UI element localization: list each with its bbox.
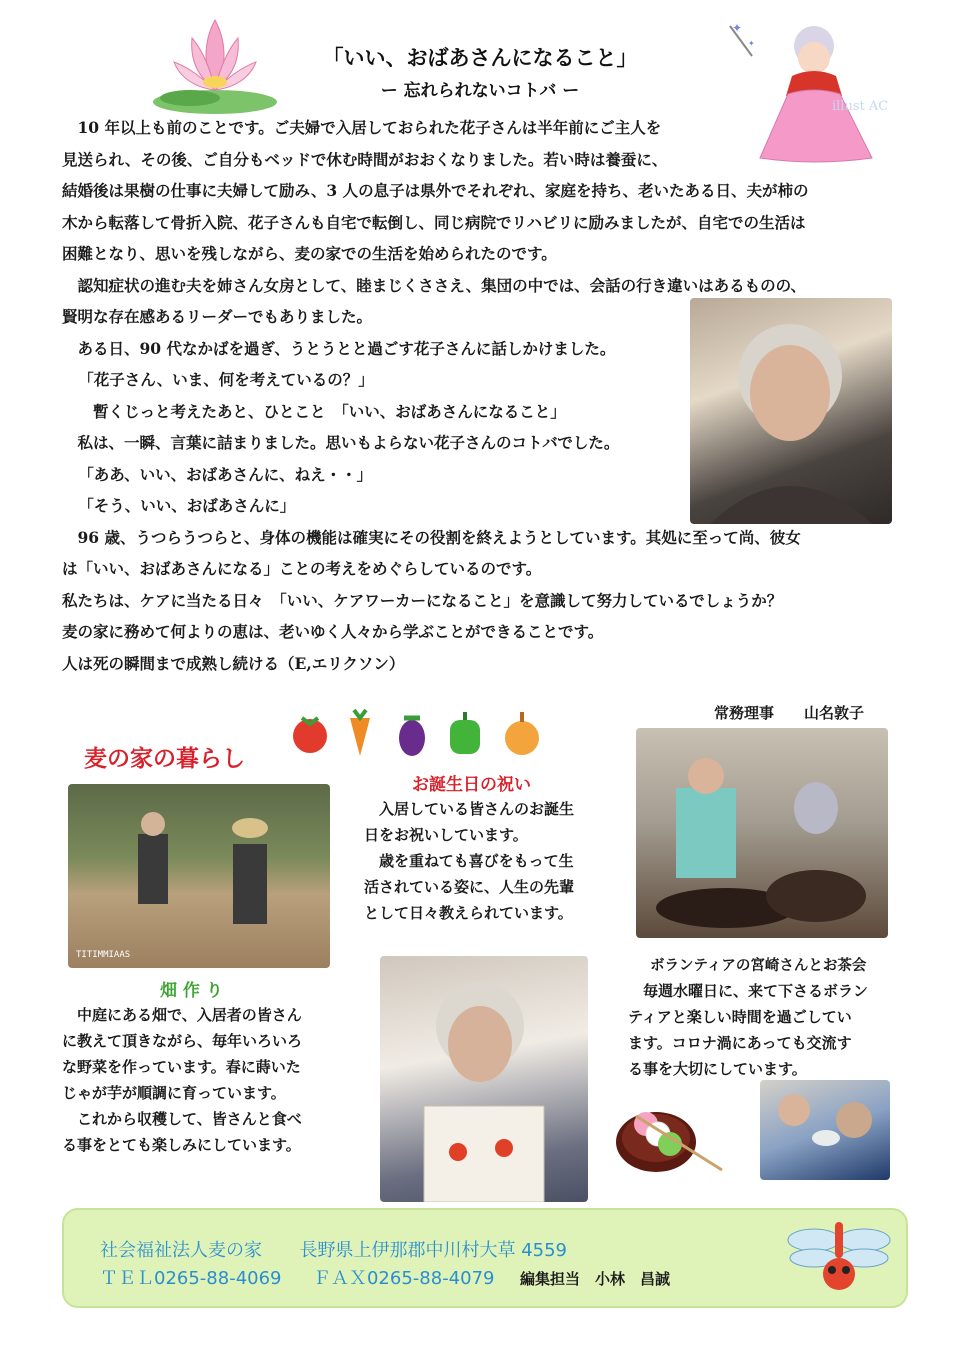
field-line: 中庭にある畑で、入居者の皆さん	[77, 1006, 302, 1024]
onion-icon	[505, 712, 539, 755]
footer-tel: ＴＥＬ0265-88-4069	[100, 1268, 282, 1289]
page-title: 「いい、おばあさんになること」	[322, 46, 638, 70]
author-credit: 常務理事 山名敦子	[714, 704, 865, 722]
vegetable-icons	[290, 708, 560, 758]
essay-line: 私は、一瞬、言葉に詰まりました。思いもよらない花子さんのコトバでした。	[77, 433, 620, 452]
tea-party-photo	[636, 728, 888, 938]
essay-line: 困難となり、思いを残しながら、麦の家での生活を始められたのです。	[62, 244, 557, 263]
tea-line: ティアと楽しい時間を過ごしてい	[628, 1008, 852, 1026]
footer-contact-line	[100, 1264, 670, 1290]
field-photo	[68, 784, 330, 968]
tea-heading: ボランティアの宮崎さんとお茶会	[650, 958, 867, 974]
svg-text:✦: ✦	[748, 39, 755, 48]
field-line: これから収穫して、皆さんと食べ	[77, 1110, 302, 1128]
svg-text:✦: ✦	[732, 21, 743, 35]
photo-timestamp: TITIMMIAAS	[76, 950, 131, 960]
birthday-line: 日をお祝いしています。	[364, 826, 528, 844]
birthday-text	[364, 796, 614, 926]
essay-line: 認知症状の進む夫を姉さん女房として、睦まじくささえ、集団の中では、会話の行き違いはあるものの、	[77, 275, 807, 295]
footer-org-line	[100, 1236, 567, 1262]
essay-line: 見送られ、その後、ご自分もベッドで休む時間がおおくなりました。若い時は養蚕に、	[62, 149, 668, 169]
essay-line: 10 年以上も前のことです。ご夫婦で入居しておられた花子さんは半年前にご主人を	[77, 118, 662, 137]
essay-line: 木から転落して骨折入院、花子さんも自宅で転倒し、同じ病院でリハビリに励みましたが、自宅での生活は	[62, 212, 806, 232]
footer-editor: 編集担当 小林 昌誠	[519, 1270, 670, 1288]
essay-line: 暫くじっと考えたあと、ひとこと 「いい、おばあさんになること」	[93, 401, 566, 421]
tea-line: 毎週水曜日に、来て下さるボラン	[643, 982, 869, 1000]
pepper-icon	[450, 712, 480, 754]
carrot-icon	[350, 710, 370, 756]
essay-line: は「いい、おばあさんになる」ことの考えをめぐらしているのです。	[62, 559, 542, 578]
footer-panel	[62, 1208, 908, 1308]
essay-line: 結婚後は果樹の仕事に夫婦して励み、3 人の息子は県外でそれぞれ、家庭を持ち、老いたある日、夫が柿の	[62, 181, 809, 200]
essay-line: 96 歳、うつらうつらと、身体の機能は確実にその役割を終えようとしています。其処に至って尚、彼女	[77, 527, 801, 547]
birthday-line: 活されている姿に、人生の先輩	[364, 878, 575, 896]
watermark: illust AC	[832, 99, 889, 114]
essay-line: 賢明な存在感あるリーダーでもありました。	[62, 307, 373, 326]
essay-line: 私たちは、ケアに当たる日々 「いい、ケアワーカーになること」を意識して努力しているでしょうか？	[62, 590, 783, 610]
drinking-photo	[760, 1080, 890, 1180]
essay-line: 麦の家に務めて何よりの恵は、老いゆく人々から学ぶことができることです。	[62, 622, 604, 641]
life-section-heading: 麦の家の暮らし	[84, 746, 245, 772]
tea-line: ます。コロナ渦にあっても交流す	[628, 1034, 852, 1052]
field-text	[62, 1002, 362, 1158]
essay-line: 「ああ、いい、おばあさんに、ねえ・・」	[78, 464, 373, 484]
tea-text	[628, 978, 908, 1082]
dragonfly-icon	[784, 1214, 894, 1302]
birthday-line: 歳を重ねても喜びをもって生	[379, 852, 574, 870]
essay-line: 人は死の瞬間まで成熟し続ける（E,エリクソン）	[62, 653, 405, 673]
footer-org: 社会福祉法人麦の家	[100, 1240, 262, 1261]
field-line: に教えて頂きながら、毎年いろいろ	[62, 1032, 303, 1050]
eggplant-icon	[399, 718, 425, 756]
portrait-photo	[690, 298, 892, 524]
essay-line: 「花子さん、いま、何を考えているの？」	[78, 370, 374, 389]
birthday-line: 入居している皆さんのお誕生	[379, 800, 575, 818]
dango-illustration	[612, 1094, 736, 1180]
birthday-heading: お誕生日の祝い	[412, 775, 531, 795]
page-subtitle: ー 忘れられないコトバ ー	[380, 81, 580, 101]
field-line: じゃが芋が順調に育っています。	[62, 1084, 286, 1102]
footer-address: 長野県上伊那郡中川村大草 4559	[299, 1240, 567, 1261]
footer-fax: ＦＡＸ0265-88-4079	[312, 1268, 495, 1289]
field-line: な野菜を作っています。春に蒔いた	[62, 1058, 301, 1076]
tea-line: る事を大切にしています。	[628, 1060, 807, 1078]
lotus-illustration	[140, 12, 290, 116]
birthday-line: として日々教えられています。	[364, 904, 573, 922]
essay-line: ある日、90 代なかばを過ぎ、うとうとと過ごす花子さんに話しかけました。	[77, 338, 616, 358]
tomato-icon	[293, 718, 327, 753]
field-heading: 畑 作 り	[160, 981, 223, 1001]
field-line: る事をとても楽しみにしています。	[62, 1136, 301, 1154]
birthday-photo	[380, 956, 588, 1202]
essay-line: 「そう、いい、おばあさんに」	[78, 496, 296, 515]
